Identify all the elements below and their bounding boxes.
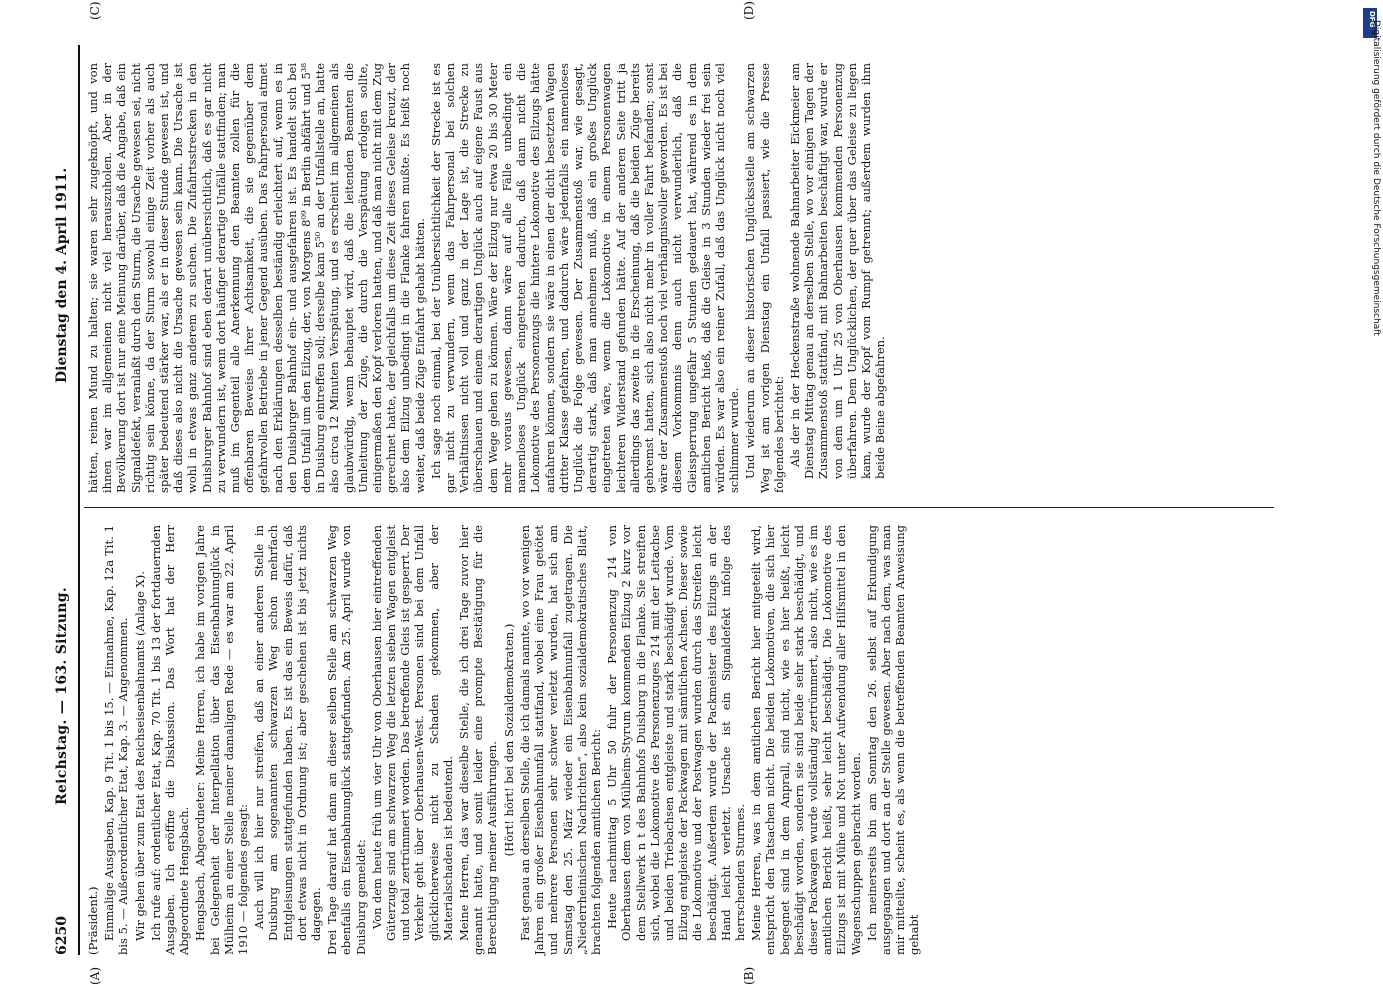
margin-marker-b: (B) <box>742 966 756 985</box>
margin-marker-c: (C) <box>88 1 102 20</box>
paragraph: Hengsbach, Abgeordneter: Meine Herren, ich habe im vorigen Jahre bei Gelegenheit der Interpellation über das Eisenbahnunglück in Mülheim an einer Stelle meiner damaligen Rede — es war am 22. April 1910 — folgendes gesagt: <box>193 525 251 955</box>
quoted-paragraph: Auch will ich hier nur streifen, daß an einer anderen Stelle in Duisburg am sogenannten schwarzen Weg schon mehrfach Entgleisungen stattgefunden haben. Es ist das ein Beweis dafür, daß dort etwas nicht in Ordnung ist; aber geschehen ist bis jetzt nichts dagegen. <box>252 525 324 941</box>
interjection: (Hört! hört! bei den Sozialdemokraten.) <box>501 623 516 857</box>
header-rule <box>78 45 80 955</box>
page-header <box>52 45 78 955</box>
paragraph: Einmalige Ausgaben, Kap. 9 Tit. 1 bis 15. — Einnahme, Kap. 12a Tit. 1 bis 5. — Außerordentlicher Etat, Kap. 3. — Angenommen. <box>102 525 131 955</box>
digitization-note <box>1363 20 1381 980</box>
dfg-logo: DFG <box>1363 8 1377 38</box>
paragraph: Ich sage noch einmal, bei der Unübersichtlichkeit der Strecke ist es gar nicht zu verwundern, wenn das Fahrpersonal bei solchen Verhältnissen nicht voll und ganz in der Lage ist, die Strecke zu überschauen und einem derartigen Unglück auch auf eigene Faust aus dem Wege gehen zu können. Wäre der Eilzug nur etwa 20 bis 30 Meter mehr voraus gewesen, dann wäre auf alle Fälle unbedingt ein namenloses Unglück eingetreten dadurch, daß dann nicht die Lokomotive des Personenzugs die hintere Lokomotive des Eilzugs hätte anfahren können, sondern sie wäre in einen der dicht besetzten Wagen dritter Klasse gefahren, und dadurch wäre jedenfalls ein namenloses Unglück die Folge gewesen. Der Zusammenstoß war, wie gesagt, derartig stark, daß man annehmen muß, daß ein großes Unglück eingetreten wäre, wenn die Lokomotive in einem Personenwagen leichteren Widerstand gefunden hätte. Auf der anderen Seite tritt ja allerdings das zweite in die Erscheinung, daß die beiden Züge bereits gebremst hatten, sich also nicht mehr in voller Fahrt befanden; sonst wäre der Zusammenstoß noch viel verhängnisvoller geworden. Es ist bei diesem Vorkommnis denn auch nicht verwunderlich, daß die Gleissperrung ungefähr 5 Stunden gedauert hat, während es in dem amtlichen Bericht hieß, daß die Gleise in 3 Stunden wieder frei sein würden. Es war also ein reiner Zufall, daß das Unglück nicht noch viel schlimmer wurde. <box>428 63 742 493</box>
paragraph: Ich rufe auf: ordentlicher Etat, Kap. 70 Tit. 1 bis 13 der fortdauernden Ausgaben. Ich eröffne die Diskussion. Das Wort hat der Herr Abgeordnete Hengsbach. <box>148 525 192 955</box>
paragraph: Wir gehen über zum Etat des Reichseisenbahnamts (Anlage X). <box>132 571 147 941</box>
paragraph: hätten, reinen Mund zu halten; sie waren sehr zugeknöpft, und von ihnen war im allgemeinen nicht viel herauszuholen. Aber in der Bevölkerung dort ist nur eine Meinung darüber, daß die Angabe, daß ein Signaldefekt, veranlaßt durch den Sturm, die Ursache gewesen sei, nicht richtig sein könne, da der Sturm sowohl einige Zeit vorher als auch später bedeutend stärker war, als er in dieser Stunde gewesen ist, und daß dieses also nicht die Ursache gewesen sein kann. Die Ursache ist wohl in etwas ganz anderem zu suchen. Die Zufahrtsstrecken in den Duisburger Bahnhof sind eben derart unübersichtlich, daß es gar nicht zu verwundern ist, wenn dort häufiger derartige Unfälle stattfinden; man muß im Gegenteil alle Anerkennung den Beamten zollen für die offenbaren Beweise ihrer Achtsamkeit, die sie gegenüber dem gefahrvollen Betriebe in jener Gegend ausüben. Das Fahrpersonal atmet nach den Erklärungen desselben beständig erleichtert auf, wenn es in den Duisburger Bahnhof ein- und ausgefahren ist. Es handelt sich bei dem Unfall um den Eilzug, der, von Morgens 8⁰⁹ in Berlin abfährt und 5³⁸ in Duisburg eintreffen soll; derselbe kam 5⁵⁰ an der Unfallstelle an, hatte also circa 12 Minuten Verspätung, und es erscheint im allgemeinen als glaubwürdig, wenn behauptet wird, daß die leitenden Beamten die Umleitung der Züge, die durch die Verspätung erfolgen sollte, einigermaßen den Kopf verloren hatten, und daß man nicht mit dem Zug gerechnet hatte, der gleichfalls um diese Zeit dieses Geleise kreuzt, der also dem Eilzug unbedingt in die Flanke fahren mußte. Es heißt noch weiter, daß beide Züge Einfahrt gehabt hätten. <box>86 63 427 493</box>
paragraph: Drei Tage darauf hat dann an dieser selben Stelle am schwarzen Weg ebenfalls ein Eisenbahnunglück stattgefunden. Am 25. April wurde von Duisburg gemeldet: <box>325 525 368 955</box>
paragraph: Fast genau an derselben Stelle, die ich damals nannte, wo vor wenigen Jahren ein großer Eisenbahnunfall stattfand, wobei eine Frau getötet und mehrere Personen sehr schwer verletzt wurden, hat sich am Samstag den 25. März wieder ein Eisenbahnunfall zugetragen. Die „Niederrheinischen Nachrichten“, also kein sozialdemokratisches Blatt, brachten folgenden amtlichen Bericht: <box>517 525 603 955</box>
paragraph: Meine Herren, das war dieselbe Stelle, die ich drei Tage zuvor hier genannt hatte, und somit leider eine prompte Bestätigung für die Berechtigung meiner Ausführungen. <box>457 525 500 955</box>
speaker-tag: (Präsident.) <box>86 886 100 955</box>
quoted-paragraph: Heute nachmittag 5 Uhr 50 fuhr der Personenzug 214 von Oberhausen dem von Mülheim-Styrum kommenden Eilzug 2 kurz vor dem Stellwerk n t des Bahnhofs Duisburg in die Flanke. Sie streiften sich, wobei die Lokomotive des Personenzuges 214 mit der Leitachse und beiden Triebachsen entgleiste und stark beschädigt wurde. Vom Eilzug entgleiste der Packwagen mit sämtlichen Achsen. Dieser sowie die Lokomotive und der Postwagen wurden durch das Streifen leicht beschädigt. Außerdem wurde der Packmeister des Eilzugs an der Hand leicht verletzt. Ursache ist ein Signaldefekt infolge des herrschenden Sturmes. <box>605 525 747 941</box>
paragraph: Und wiederum an dieser historischen Unglücksstelle am schwarzen Weg ist am vorigen Dienstag ein Unfall passiert, wie die Presse folgendes berichtet: <box>743 63 786 493</box>
right-text-column <box>86 63 889 493</box>
session-title: Reichstag. — 163. Sitzung. <box>54 586 70 805</box>
column-divider <box>84 507 1274 508</box>
page-content <box>52 1 1282 985</box>
margin-marker-a: (A) <box>88 966 102 985</box>
quoted-paragraph: Als der in der Heckenstraße wohnende Bahnarbeiter Eickmeier am Dienstag Mittag genau an derselben Stelle, wo vor einigen Tagen der Zusammenstoß stattfand, mit Bahnarbeiten beschäftigt war, wurde er von dem um 1 Uhr 25 von Oberhausen kommenden Personenzug überfahren. Dem Unglücklichen, der quer über das Geleise zu liegen kam, wurde der Kopf vom Rumpf getrennt; außerdem wurden ihm beide Beine abgefahren. <box>787 63 888 479</box>
left-text-column <box>86 525 924 955</box>
digitization-note-text: Digitalisierung gefördert durch die Deutsche Forschungsgemeinschaft <box>1371 20 1381 336</box>
paragraph: Meine Herren, was in dem amtlichen Bericht hier mitgeteilt wird, entspricht den Tatsachen nicht. Die beiden Lokomotiven, die sich hier begegnet sind in dem Anprall, sind nicht, wie es hier heißt, leicht beschädigt worden, sondern sie sind beide sehr stark beschädigt, und dieser Packwagen wurde vollständig zertrümmert, also nicht, wie es im amtlichen Bericht heißt, sehr leicht beschädigt. Die Lokomotive des Eilzugs ist mit Mühe und Not unter Aufwendung aller Hilfsmittel in den Wagenschuppen gebracht worden. <box>749 525 863 955</box>
quoted-paragraph: Von dem heute früh um vier Uhr von Oberhausen hier eintreffenden Güterzuge sind am schwarzen Weg die letzten sieben Wagen entgleist und total zertrümmert worden. Das betreffende Gleis ist gesperrt. Der Verkehr geht über Oberhausen-West. Personen sind bei dem Unfall glücklicherweise nicht zu Schaden gekommen, aber der Materialschaden ist bedeutend. <box>369 525 455 941</box>
margin-marker-d: (D) <box>742 1 756 20</box>
page-number: 6250 <box>54 916 70 955</box>
session-date: Dienstag den 4. April 1911. <box>54 167 70 383</box>
paragraph: Ich meinerseits bin am Sonntag den 26. selbst auf Erkundigung ausgegangen und dort an der Stelle gewesen. Aber nach dem, was man mir mitteilte, scheint es, als wenn die betreffenden Beamten Anweisung gehabt <box>864 525 922 955</box>
